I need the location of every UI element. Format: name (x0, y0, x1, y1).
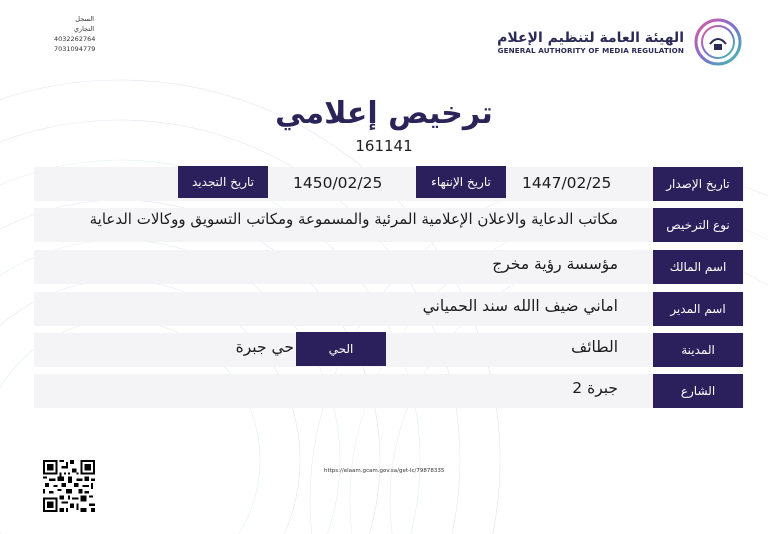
license-number: 161141 (355, 137, 413, 155)
issue-date-label: تاريخ الإصدار (653, 167, 743, 201)
street-value: جبرة 2 (572, 379, 618, 397)
city-value: الطائف (571, 338, 618, 356)
manager-row (34, 292, 744, 326)
logo-english-name: GENERAL AUTHORITY OF MEDIA REGULATION (497, 45, 684, 55)
logo-text (497, 30, 684, 55)
verification-url[interactable]: https://elaam.gcam.gov.sa/get-lc/79878335 (324, 468, 445, 474)
dates-row (34, 167, 744, 201)
district-label: الحي (296, 332, 386, 366)
city-label: المدينة (653, 333, 743, 367)
manager-value: اماني ضيف االله سند الحمياني (422, 297, 618, 315)
authority-logo (497, 16, 744, 68)
logo-arabic-name: الهيئة العامة لتنظيم الإعلام (497, 29, 684, 46)
street-label: الشارع (653, 374, 743, 408)
expiry-date-value: 1450/02/25 (293, 174, 383, 192)
registry-number-2: 7031094779 (54, 45, 96, 53)
registry-number-1: 4032262764 (54, 35, 96, 43)
manager-label: اسم المدير (653, 292, 743, 326)
expiry-date-label: تاريخ الإنتهاء (416, 166, 506, 198)
issue-date-value: 1447/02/25 (522, 174, 612, 192)
owner-row (34, 250, 744, 284)
qr-code (43, 460, 95, 512)
street-row (34, 374, 744, 408)
document-title: ترخيص إعلامي (275, 96, 493, 131)
renewal-date-label: تاريخ التجديد (178, 166, 268, 198)
owner-value: مؤسسة رؤية مخرج (492, 255, 618, 273)
owner-label: اسم المالك (653, 250, 743, 284)
registry-label: السجل التجاري (73, 15, 94, 33)
license-type-value: مكاتب الدعاية والاعلان الإعلامية المرئية والمسموعة ومكاتب التسويق ووكالات الدعاية (89, 210, 618, 228)
city-row (34, 333, 744, 367)
commercial-registry (54, 14, 134, 54)
gamr-logo-icon (692, 16, 744, 68)
license-type-label: نوع الترخيص (653, 208, 743, 242)
district-value: حي جبرة (235, 338, 294, 356)
